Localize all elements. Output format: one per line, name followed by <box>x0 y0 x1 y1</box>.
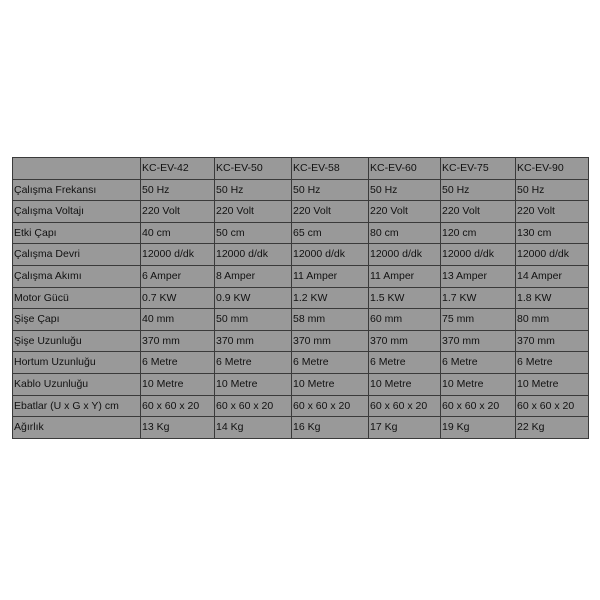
table-cell: 12000 d/dk <box>292 244 369 266</box>
row-label-kablo-uzunlugu: Kablo Uzunluğu <box>13 373 141 395</box>
table-cell: 1.2 KW <box>292 287 369 309</box>
table-cell: 220 Volt <box>369 201 441 223</box>
row-label-calisma-akimi: Çalışma Akımı <box>13 265 141 287</box>
table-cell: 13 Kg <box>141 417 215 439</box>
row-label-ebatlar-u-x-g-x-y-cm: Ebatlar (U x G x Y) cm <box>13 395 141 417</box>
table-cell: 370 mm <box>441 330 516 352</box>
row-label-calisma-devri: Çalışma Devri <box>13 244 141 266</box>
table-cell: 8 Amper <box>215 265 292 287</box>
table-cell: 6 Metre <box>215 352 292 374</box>
table-cell: 6 Metre <box>141 352 215 374</box>
column-header-kc-ev-75: KC-EV-75 <box>441 158 516 180</box>
table-row <box>13 352 589 374</box>
table-row <box>13 287 589 309</box>
row-label-sise-uzunlugu: Şişe Uzunluğu <box>13 330 141 352</box>
table-cell: 220 Volt <box>516 201 589 223</box>
table-cell: 220 Volt <box>141 201 215 223</box>
header-corner-cell <box>13 158 141 180</box>
table-cell: 65 cm <box>292 222 369 244</box>
table-cell: 75 mm <box>441 309 516 331</box>
row-label-sise-capi: Şişe Çapı <box>13 309 141 331</box>
table-cell: 22 Kg <box>516 417 589 439</box>
table-cell: 13 Amper <box>441 265 516 287</box>
table-cell: 50 Hz <box>292 179 369 201</box>
table-cell: 60 mm <box>369 309 441 331</box>
table-cell: 40 cm <box>141 222 215 244</box>
table-cell: 60 x 60 x 20 <box>292 395 369 417</box>
table-cell: 14 Amper <box>516 265 589 287</box>
table-row <box>13 417 589 439</box>
table-cell: 12000 d/dk <box>141 244 215 266</box>
row-label-calisma-frekansi: Çalışma Frekansı <box>13 179 141 201</box>
table-cell: 1.7 KW <box>441 287 516 309</box>
table-cell: 1.8 KW <box>516 287 589 309</box>
table-row <box>13 201 589 223</box>
table-cell: 10 Metre <box>215 373 292 395</box>
table-cell: 10 Metre <box>516 373 589 395</box>
table-cell: 120 cm <box>441 222 516 244</box>
table-cell: 370 mm <box>215 330 292 352</box>
table-cell: 10 Metre <box>369 373 441 395</box>
table-cell: 16 Kg <box>292 417 369 439</box>
table-cell: 60 x 60 x 20 <box>441 395 516 417</box>
column-header-kc-ev-60: KC-EV-60 <box>369 158 441 180</box>
table-cell: 50 Hz <box>516 179 589 201</box>
column-header-kc-ev-50: KC-EV-50 <box>215 158 292 180</box>
table-cell: 12000 d/dk <box>215 244 292 266</box>
table-cell: 6 Amper <box>141 265 215 287</box>
table-row <box>13 244 589 266</box>
table-cell: 60 x 60 x 20 <box>516 395 589 417</box>
table-cell: 11 Amper <box>369 265 441 287</box>
table-row <box>13 222 589 244</box>
table-cell: 17 Kg <box>369 417 441 439</box>
row-label-calisma-voltaji: Çalışma Voltajı <box>13 201 141 223</box>
column-header-kc-ev-42: KC-EV-42 <box>141 158 215 180</box>
table-cell: 40 mm <box>141 309 215 331</box>
table-cell: 220 Volt <box>441 201 516 223</box>
table-cell: 220 Volt <box>292 201 369 223</box>
table-cell: 0.7 KW <box>141 287 215 309</box>
table-cell: 50 Hz <box>215 179 292 201</box>
table-cell: 11 Amper <box>292 265 369 287</box>
table-cell: 50 cm <box>215 222 292 244</box>
row-label-etki-capi: Etki Çapı <box>13 222 141 244</box>
row-label-hortum-uzunlugu: Hortum Uzunluğu <box>13 352 141 374</box>
table-cell: 0.9 KW <box>215 287 292 309</box>
table-header-row <box>13 158 589 180</box>
table-cell: 10 Metre <box>441 373 516 395</box>
table-cell: 370 mm <box>516 330 589 352</box>
table-cell: 12000 d/dk <box>441 244 516 266</box>
table-cell: 10 Metre <box>292 373 369 395</box>
table-cell: 370 mm <box>292 330 369 352</box>
table-cell: 58 mm <box>292 309 369 331</box>
row-label-agirlik: Ağırlık <box>13 417 141 439</box>
table-cell: 6 Metre <box>369 352 441 374</box>
table-cell: 1.5 KW <box>369 287 441 309</box>
table-cell: 6 Metre <box>441 352 516 374</box>
table-cell: 130 cm <box>516 222 589 244</box>
table-row <box>13 179 589 201</box>
table-cell: 10 Metre <box>141 373 215 395</box>
table-row <box>13 309 589 331</box>
table-cell: 12000 d/dk <box>369 244 441 266</box>
table-cell: 12000 d/dk <box>516 244 589 266</box>
table-cell: 370 mm <box>369 330 441 352</box>
table-cell: 80 cm <box>369 222 441 244</box>
table-cell: 50 Hz <box>369 179 441 201</box>
table-row <box>13 330 589 352</box>
table-cell: 60 x 60 x 20 <box>369 395 441 417</box>
column-header-kc-ev-58: KC-EV-58 <box>292 158 369 180</box>
table-cell: 14 Kg <box>215 417 292 439</box>
column-header-kc-ev-90: KC-EV-90 <box>516 158 589 180</box>
table-cell: 50 mm <box>215 309 292 331</box>
table-cell: 6 Metre <box>516 352 589 374</box>
table-cell: 80 mm <box>516 309 589 331</box>
table-cell: 6 Metre <box>292 352 369 374</box>
table-cell: 50 Hz <box>441 179 516 201</box>
table-row <box>13 373 589 395</box>
table-row <box>13 265 589 287</box>
table-cell: 60 x 60 x 20 <box>215 395 292 417</box>
table-cell: 19 Kg <box>441 417 516 439</box>
spec-table <box>12 157 589 439</box>
table-cell: 370 mm <box>141 330 215 352</box>
table-cell: 220 Volt <box>215 201 292 223</box>
row-label-motor-gucu: Motor Gücü <box>13 287 141 309</box>
table-cell: 50 Hz <box>141 179 215 201</box>
table-cell: 60 x 60 x 20 <box>141 395 215 417</box>
table-row <box>13 395 589 417</box>
